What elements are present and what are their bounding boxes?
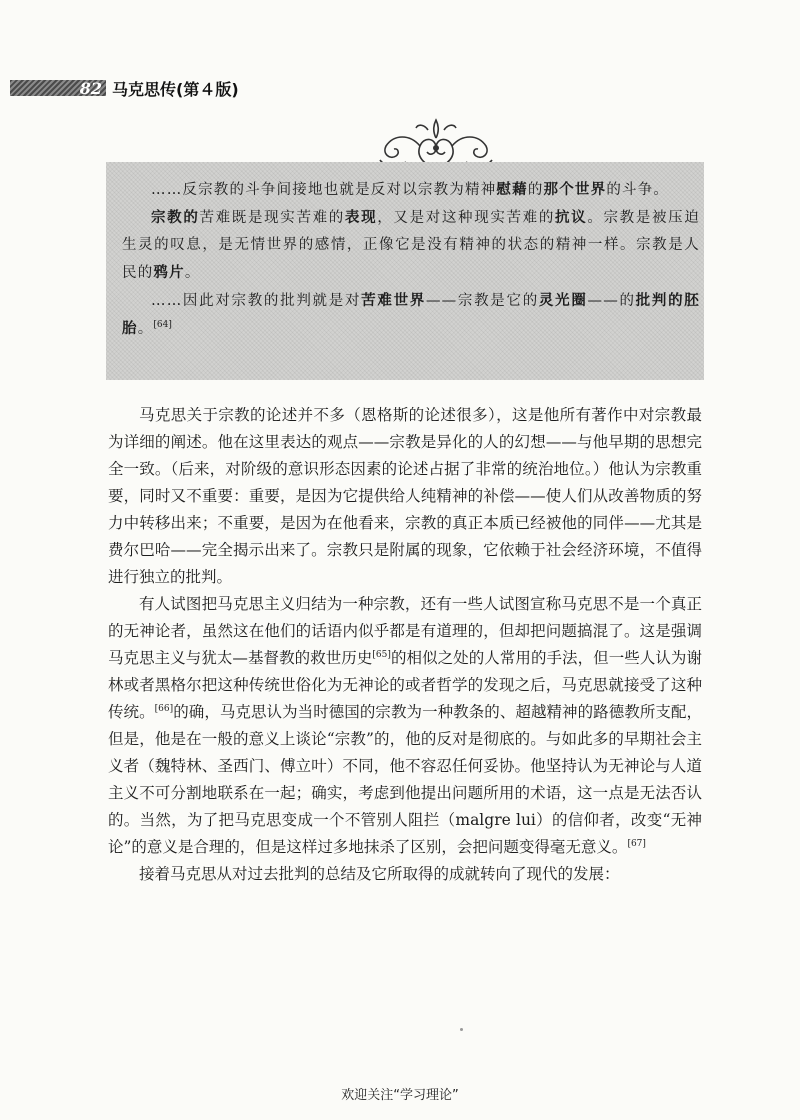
footnote-ref: [64]: [153, 320, 172, 331]
body-paragraph-2: 有人试图把马克思主义归结为一种宗教，还有一些人试图宣称马克思不是一个真正的无神论者，虽然这在他们的话语内似乎都是有道理的，但却把问题搞混了。这是强调马克思主义与犹太—基督教的救世历史[65]的相似之处的人常用的手法，但一些人认为谢林或者黑格尔把这种传统世俗化为无神论的或者哲学的发现之后，马克思就接受了这种传统。[66]的确，马克思认为当时德国的宗教为一种教条的、超越精神的路德教所支配，但是，他是在一般的意义上谈论“宗教”的，他的反对是彻底的。与如此多的早期社会主义者（魏特林、圣西门、傅立叶）不同，他不容忍任何妥协。他坚持认为无神论与人道主义不可分割地联系在一起；确实，考虑到他提出问题所用的术语，这一点是无法否认的。当然，为了把马克思变成一个不管别人阻拦（malgre lui）的信仰者，改变“无神论”的意义是合理的，但是这样过多地抹杀了区别，会把问题变得毫无意义。[67]: [108, 595, 702, 856]
book-title: 马克思传(第４版): [112, 79, 239, 99]
quote-box: [106, 162, 704, 380]
running-header: [10, 78, 350, 98]
footnote-ref: [65]: [372, 649, 391, 660]
quote-paragraph-3: ……因此对宗教的批判就是对苦难世界——宗教是它的灵光圈——的批判的胚胎。[64]: [122, 292, 700, 337]
page-footer: 欢迎关注“学习理论”: [341, 1088, 459, 1103]
page-number: 82: [79, 78, 102, 98]
body-paragraph-1: 马克思关于宗教的论述并不多（恩格斯的论述很多），这是他所有著作中对宗教最为详细的阐述。他在这里表达的观点——宗教是异化的人的幻想——与他早期的思想完全一致。（后来，对阶级的意识形态因素的论述占据了非常的统治地位。）他认为宗教重要，同时又不重要：重要，是因为它提供给人纯精神的补偿——使人们从改善物质的努力中转移出来；不重要，是因为在他看来，宗教的真正本质已经被他的同伴——尤其是费尔巴哈——完全揭示出来了。宗教只是附属的现象，它依赖于社会经济环境，不值得进行独立的批判。: [108, 406, 702, 586]
footnote-ref: [66]: [154, 703, 174, 714]
footnote-ref: [67]: [627, 838, 646, 849]
header-band: [10, 80, 106, 96]
quote-paragraph-2: 宗教的苦难既是现实苦难的表现，又是对这种现实苦难的抗议。宗教是被压迫生灵的叹息，是无情世界的感情，正像它是没有精神的状态的精神一样。宗教是人民的鸦片。: [122, 209, 700, 281]
quote-paragraph-1: ……反宗教的斗争间接地也就是反对以宗教为精神慰藉的那个世界的斗争。: [151, 181, 670, 198]
body-paragraph-3: 接着马克思从对过去批判的总结及它所取得的成就转向了现代的发展：: [139, 865, 620, 883]
stray-dot: [460, 1028, 463, 1031]
body-text: [108, 402, 702, 888]
